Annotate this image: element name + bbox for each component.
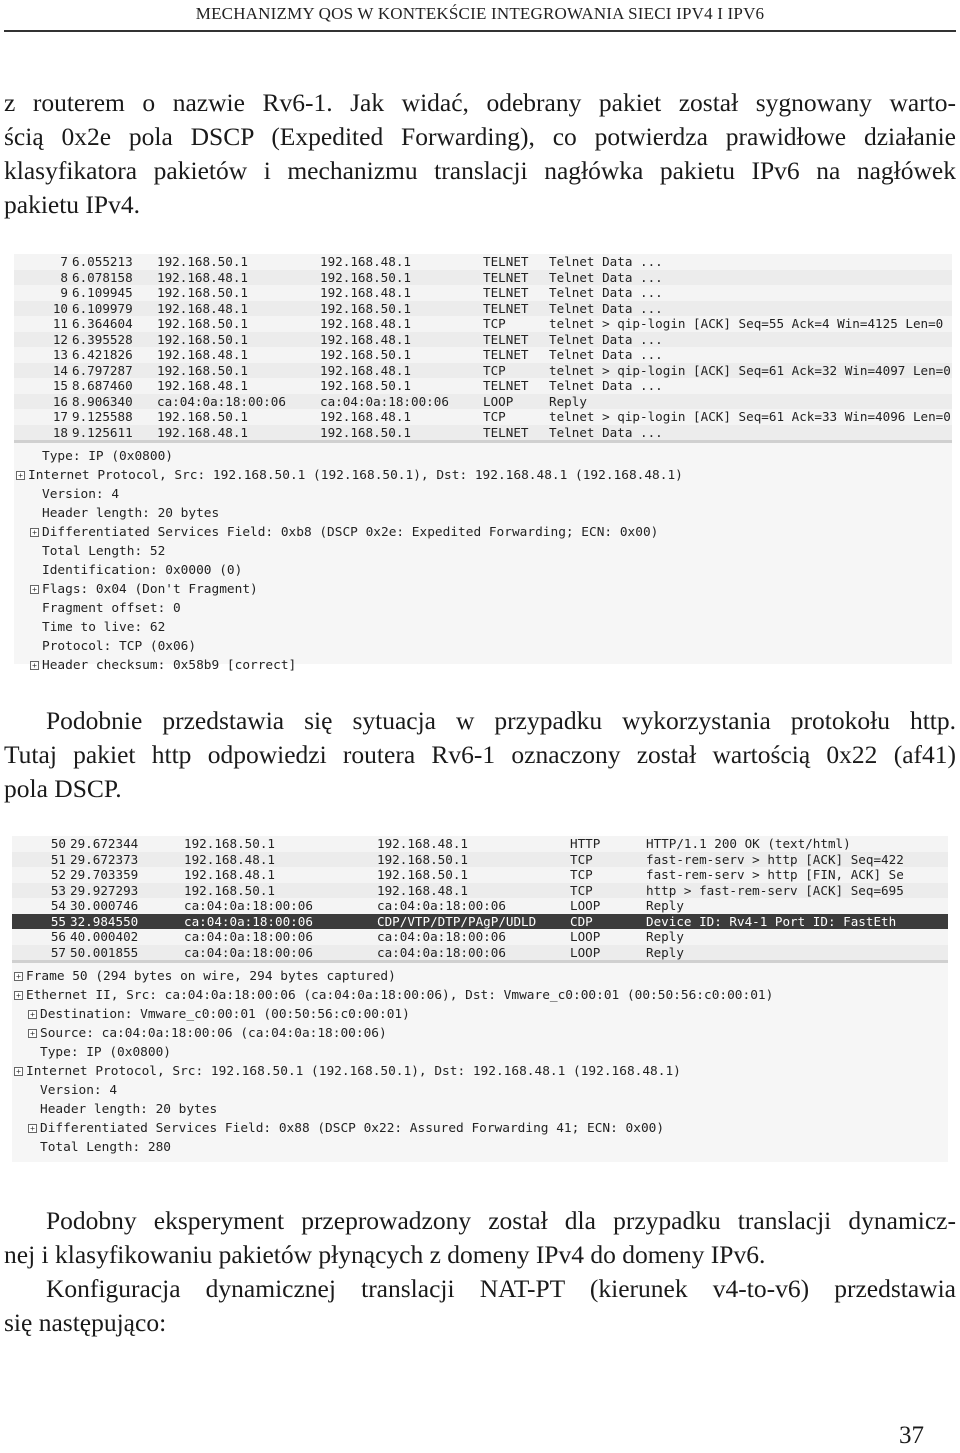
packet-time: 6.109945 <box>72 285 133 300</box>
paragraph-3 <box>4 1204 956 1340</box>
packet-number: 15 <box>52 378 68 393</box>
detail-text: Flags: 0x04 (Don't Fragment) <box>42 582 258 597</box>
detail-line[interactable] <box>14 618 952 637</box>
packet-row[interactable] <box>14 409 952 425</box>
packet-info: Telnet Data ... <box>549 269 663 285</box>
packet-number: 14 <box>52 362 68 378</box>
packet-destination: 192.168.50.1 <box>320 269 411 285</box>
detail-text: Differentiated Services Field: 0xb8 (DSCP 0x2e: Expedited Forwarding; ECN: 0x00) <box>42 525 659 540</box>
packet-number: 17 <box>52 409 68 424</box>
packet-time: 29.703359 <box>70 867 139 882</box>
packet-row[interactable] <box>14 254 952 270</box>
packet-source: 192.168.48.1 <box>157 347 248 362</box>
packet-source: 192.168.48.1 <box>157 378 248 393</box>
packet-number: 12 <box>52 331 68 347</box>
detail-text: Header length: 20 bytes <box>42 506 220 521</box>
packet-source: 192.168.48.1 <box>157 424 248 440</box>
detail-line[interactable] <box>14 637 952 656</box>
packet-number: 8 <box>60 269 68 285</box>
expand-icon[interactable]: + <box>14 1067 23 1076</box>
detail-text: Protocol: TCP (0x06) <box>42 639 197 654</box>
packet-destination: ca:04:0a:18:00:06 <box>377 898 506 913</box>
packet-protocol: TELNET <box>483 254 529 269</box>
packet-row[interactable] <box>12 929 948 945</box>
packet-details <box>12 963 948 1157</box>
packet-info: telnet > qip-login [ACK] Seq=55 Ack=4 Win=4125 Len=0 <box>549 316 944 331</box>
packet-row[interactable] <box>12 836 948 852</box>
paragraph-2 <box>4 704 956 806</box>
packet-row[interactable] <box>12 914 948 930</box>
paragraph-line: pakietu IPv4. <box>4 190 140 219</box>
packet-row[interactable] <box>14 347 952 363</box>
packet-source: ca:04:0a:18:00:06 <box>184 913 313 929</box>
packet-row[interactable] <box>14 301 952 317</box>
paragraph-line: klasyfikatora pakietów i mechanizmu translacji nagłówka pakietu IPv6 na nagłówek <box>4 156 956 185</box>
packet-info: telnet > qip-login [ACK] Seq=61 Ack=33 Win=4096 Len=0 <box>549 409 951 424</box>
packet-destination: 192.168.50.1 <box>320 424 411 440</box>
packet-number: 54 <box>50 898 66 913</box>
packet-protocol: TELNET <box>483 424 529 440</box>
detail-text: Time to live: 62 <box>42 620 166 635</box>
packet-time: 6.078158 <box>72 269 133 285</box>
packet-info: http > fast-rem-serv [ACK] Seq=695 <box>646 882 904 898</box>
packet-protocol: TCP <box>570 851 593 867</box>
packet-destination: 192.168.50.1 <box>320 300 411 316</box>
packet-info: Reply <box>549 393 587 409</box>
packet-time: 32.984550 <box>70 913 139 929</box>
detail-text: Type: IP (0x0800) <box>42 449 173 464</box>
packet-protocol: TELNET <box>483 300 529 316</box>
packet-number: 55 <box>50 913 66 929</box>
packet-source: 192.168.48.1 <box>157 269 248 285</box>
packet-number: 50 <box>50 836 66 851</box>
packet-time: 30.000746 <box>70 898 139 913</box>
packet-protocol: TELNET <box>483 378 529 393</box>
expand-icon[interactable]: + <box>30 585 39 594</box>
wireshark-screenshot-telnet <box>14 254 952 673</box>
packet-protocol: TCP <box>483 409 506 424</box>
packet-number: 53 <box>50 882 66 898</box>
detail-line[interactable] <box>14 656 952 675</box>
packet-source: 192.168.48.1 <box>184 867 275 882</box>
detail-text: Internet Protocol, Src: 192.168.50.1 (192.168.50.1), Dst: 192.168.48.1 (192.168.48.1) <box>28 468 683 483</box>
packet-row[interactable] <box>14 285 952 301</box>
packet-destination: CDP/VTP/DTP/PAgP/UDLD <box>377 913 537 929</box>
detail-text: Type: IP (0x0800) <box>40 1045 171 1060</box>
packet-list <box>14 254 952 443</box>
packet-destination: 192.168.48.1 <box>320 409 411 424</box>
detail-text: Identification: 0x0000 (0) <box>42 563 243 578</box>
packet-protocol: CDP <box>570 913 593 929</box>
packet-row[interactable] <box>12 867 948 883</box>
wireshark-screenshot-http <box>12 836 948 1162</box>
packet-source: ca:04:0a:18:00:06 <box>157 393 286 409</box>
packet-number: 18 <box>52 424 68 440</box>
packet-time: 50.001855 <box>70 944 139 960</box>
detail-line[interactable] <box>14 466 952 485</box>
packet-time: 29.927293 <box>70 882 139 898</box>
packet-source: 192.168.50.1 <box>157 316 248 331</box>
packet-source: ca:04:0a:18:00:06 <box>184 898 313 913</box>
detail-text: Destination: Vmware_c0:00:01 (00:50:56:c0:00:01) <box>40 1007 410 1022</box>
packet-number: 11 <box>52 316 68 331</box>
detail-line[interactable] <box>12 1119 948 1138</box>
packet-source: 192.168.48.1 <box>157 300 248 316</box>
packet-time: 8.906340 <box>72 393 133 409</box>
header-rule <box>4 30 956 32</box>
packet-time: 6.421826 <box>72 347 133 362</box>
packet-destination: 192.168.48.1 <box>377 836 468 851</box>
packet-destination: 192.168.48.1 <box>377 882 468 898</box>
packet-source: 192.168.50.1 <box>157 362 248 378</box>
packet-time: 8.687460 <box>72 378 133 393</box>
packet-number: 52 <box>50 867 66 882</box>
packet-row[interactable] <box>14 316 952 332</box>
packet-protocol: LOOP <box>570 929 601 944</box>
packet-time: 29.672344 <box>70 836 139 851</box>
packet-row[interactable] <box>12 852 948 868</box>
packet-destination: ca:04:0a:18:00:06 <box>377 944 506 960</box>
packet-time: 6.109979 <box>72 300 133 316</box>
packet-time: 6.364604 <box>72 316 133 331</box>
detail-line[interactable] <box>12 1024 948 1043</box>
detail-line[interactable] <box>12 1100 948 1119</box>
packet-source: 192.168.50.1 <box>157 285 248 300</box>
packet-time: 6.055213 <box>72 254 133 269</box>
packet-info: telnet > qip-login [ACK] Seq=61 Ack=32 Win=4097 Len=0 <box>549 362 951 378</box>
packet-row[interactable] <box>12 898 948 914</box>
packet-info: Telnet Data ... <box>549 378 663 393</box>
packet-destination: 192.168.50.1 <box>377 867 468 882</box>
packet-number: 7 <box>60 254 68 269</box>
detail-line[interactable] <box>12 1005 948 1024</box>
expand-icon[interactable]: + <box>14 991 23 1000</box>
paragraph-line: ścią 0x2e pola DSCP (Expedited Forwarding), co potwierdza prawidłowe działanie <box>4 122 956 151</box>
packet-info: Telnet Data ... <box>549 424 663 440</box>
detail-line[interactable] <box>14 542 952 561</box>
detail-text: Version: 4 <box>42 487 120 502</box>
detail-text: Ethernet II, Src: ca:04:0a:18:00:06 (ca:04:0a:18:00:06), Dst: Vmware_c0:00:01 (00:50:56:c0:00:01) <box>26 988 774 1003</box>
packet-protocol: TELNET <box>483 347 529 362</box>
detail-text: Total Length: 280 <box>40 1140 171 1155</box>
packet-protocol: TELNET <box>483 331 529 347</box>
packet-row[interactable] <box>14 332 952 348</box>
paragraph-line: pola DSCP. <box>4 774 122 803</box>
packet-info: Reply <box>646 929 684 944</box>
packet-destination: 192.168.48.1 <box>320 285 411 300</box>
detail-line[interactable] <box>14 504 952 523</box>
packet-protocol: LOOP <box>570 944 601 960</box>
detail-line[interactable] <box>14 580 952 599</box>
paragraph-1 <box>4 86 956 222</box>
packet-row[interactable] <box>14 425 952 441</box>
running-header: MECHANIZMY QOS W KONTEKŚCIE INTEGROWANIA SIECI IPV4 I IPV6 <box>195 4 765 23</box>
packet-protocol: TCP <box>483 362 506 378</box>
packet-number: 9 <box>60 285 68 300</box>
detail-line[interactable] <box>12 1138 948 1157</box>
packet-number: 16 <box>52 393 68 409</box>
packet-destination: ca:04:0a:18:00:06 <box>377 929 506 944</box>
detail-text: Source: ca:04:0a:18:00:06 (ca:04:0a:18:00:06) <box>40 1026 387 1041</box>
expand-icon[interactable]: + <box>28 1124 37 1133</box>
packet-protocol: LOOP <box>483 393 514 409</box>
packet-destination: 192.168.48.1 <box>320 331 411 347</box>
packet-info: HTTP/1.1 200 OK (text/html) <box>646 836 851 851</box>
packet-row[interactable] <box>14 270 952 286</box>
packet-protocol: TCP <box>570 882 593 898</box>
paragraph-line: nej i klasyfikowaniu pakietów płynących z domeny IPv4 do domeny IPv6. <box>4 1240 766 1269</box>
packet-info: Telnet Data ... <box>549 285 663 300</box>
packet-number: 13 <box>52 347 68 362</box>
packet-info: Telnet Data ... <box>549 300 663 316</box>
packet-info: Telnet Data ... <box>549 347 663 362</box>
packet-row[interactable] <box>12 945 948 961</box>
detail-text: Total Length: 52 <box>42 544 166 559</box>
packet-time: 29.672373 <box>70 851 139 867</box>
packet-destination: 192.168.50.1 <box>320 378 411 393</box>
detail-text: Frame 50 (294 bytes on wire, 294 bytes captured) <box>26 969 396 984</box>
packet-details <box>14 443 952 675</box>
packet-destination: 192.168.48.1 <box>320 316 411 331</box>
detail-line[interactable] <box>14 599 952 618</box>
packet-source: 192.168.50.1 <box>157 409 248 424</box>
packet-info: Reply <box>646 944 684 960</box>
packet-source: 192.168.48.1 <box>184 851 275 867</box>
packet-source: 192.168.50.1 <box>157 331 248 347</box>
expand-icon[interactable]: + <box>14 972 23 981</box>
packet-destination: 192.168.48.1 <box>320 362 411 378</box>
packet-info: Device ID: Rv4-1 Port ID: FastEth <box>646 913 897 929</box>
detail-line[interactable] <box>12 967 948 986</box>
packet-number: 10 <box>52 300 68 316</box>
packet-source: 192.168.50.1 <box>157 254 248 269</box>
packet-list <box>12 836 948 963</box>
packet-source: 192.168.50.1 <box>184 836 275 851</box>
packet-number: 51 <box>50 851 66 867</box>
packet-protocol: TELNET <box>483 285 529 300</box>
detail-line[interactable] <box>12 1081 948 1100</box>
packet-time: 9.125611 <box>72 424 133 440</box>
detail-line[interactable] <box>12 1062 948 1081</box>
expand-icon[interactable]: + <box>16 471 25 480</box>
packet-info: Reply <box>646 898 684 913</box>
packet-number: 56 <box>50 929 66 944</box>
page-number: 37 <box>899 1422 924 1449</box>
detail-line[interactable] <box>14 523 952 542</box>
packet-row[interactable] <box>14 378 952 394</box>
packet-number: 57 <box>50 944 66 960</box>
packet-time: 6.797287 <box>72 362 133 378</box>
packet-protocol: TCP <box>570 867 593 882</box>
detail-line[interactable] <box>12 986 948 1005</box>
packet-protocol: TELNET <box>483 269 529 285</box>
detail-text: Fragment offset: 0 <box>42 601 181 616</box>
packet-protocol: TCP <box>483 316 506 331</box>
expand-icon[interactable]: + <box>30 528 39 537</box>
paragraph-line: się następująco: <box>4 1308 167 1337</box>
paragraph-line: Tutaj pakiet http odpowiedzi routera Rv6-1 oznaczony został wartością 0x22 (af41) <box>4 740 956 769</box>
packet-destination: 192.168.50.1 <box>320 347 411 362</box>
paragraph-line: Podobnie przedstawia się sytuacja w przypadku wykorzystania protokołu http. <box>46 706 956 735</box>
packet-source: ca:04:0a:18:00:06 <box>184 929 313 944</box>
packet-row[interactable] <box>12 883 948 899</box>
detail-line[interactable] <box>14 561 952 580</box>
packet-row[interactable] <box>14 363 952 379</box>
paragraph-line: Konfiguracja dynamicznej translacji NAT-PT (kierunek v4-to-v6) przedstawia <box>46 1274 956 1303</box>
packet-time: 9.125588 <box>72 409 133 424</box>
detail-line[interactable] <box>14 447 952 466</box>
packet-info: Telnet Data ... <box>549 331 663 347</box>
packet-info: fast-rem-serv > http [ACK] Seq=422 <box>646 851 904 867</box>
packet-row[interactable] <box>14 394 952 410</box>
detail-text: Version: 4 <box>40 1083 118 1098</box>
packet-protocol: LOOP <box>570 898 601 913</box>
detail-text: Differentiated Services Field: 0x88 (DSCP 0x22: Assured Forwarding 41; ECN: 0x00) <box>40 1121 665 1136</box>
detail-line[interactable] <box>12 1043 948 1062</box>
packet-destination: 192.168.50.1 <box>377 851 468 867</box>
paragraph-line: Podobny eksperyment przeprowadzony został dla przypadku translacji dynamicz- <box>46 1206 956 1235</box>
detail-line[interactable] <box>14 485 952 504</box>
packet-info: fast-rem-serv > http [FIN, ACK] Se <box>646 867 904 882</box>
packet-destination: ca:04:0a:18:00:06 <box>320 393 449 409</box>
packet-info: Telnet Data ... <box>549 254 663 269</box>
expand-icon[interactable]: + <box>28 1010 37 1019</box>
detail-text: Header checksum: 0x58b9 [correct] <box>42 658 297 673</box>
detail-text: Header length: 20 bytes <box>40 1102 218 1117</box>
paragraph-line: z routerem o nazwie Rv6-1. Jak widać, odebrany pakiet został sygnowany warto- <box>4 88 956 117</box>
packet-protocol: HTTP <box>570 836 601 851</box>
packet-time: 6.395528 <box>72 331 133 347</box>
packet-destination: 192.168.48.1 <box>320 254 411 269</box>
expand-icon[interactable]: + <box>28 1029 37 1038</box>
packet-source: 192.168.50.1 <box>184 882 275 898</box>
packet-source: ca:04:0a:18:00:06 <box>184 944 313 960</box>
detail-text: Internet Protocol, Src: 192.168.50.1 (192.168.50.1), Dst: 192.168.48.1 (192.168.48.1) <box>26 1064 681 1079</box>
expand-icon[interactable]: + <box>30 661 39 670</box>
packet-time: 40.000402 <box>70 929 139 944</box>
